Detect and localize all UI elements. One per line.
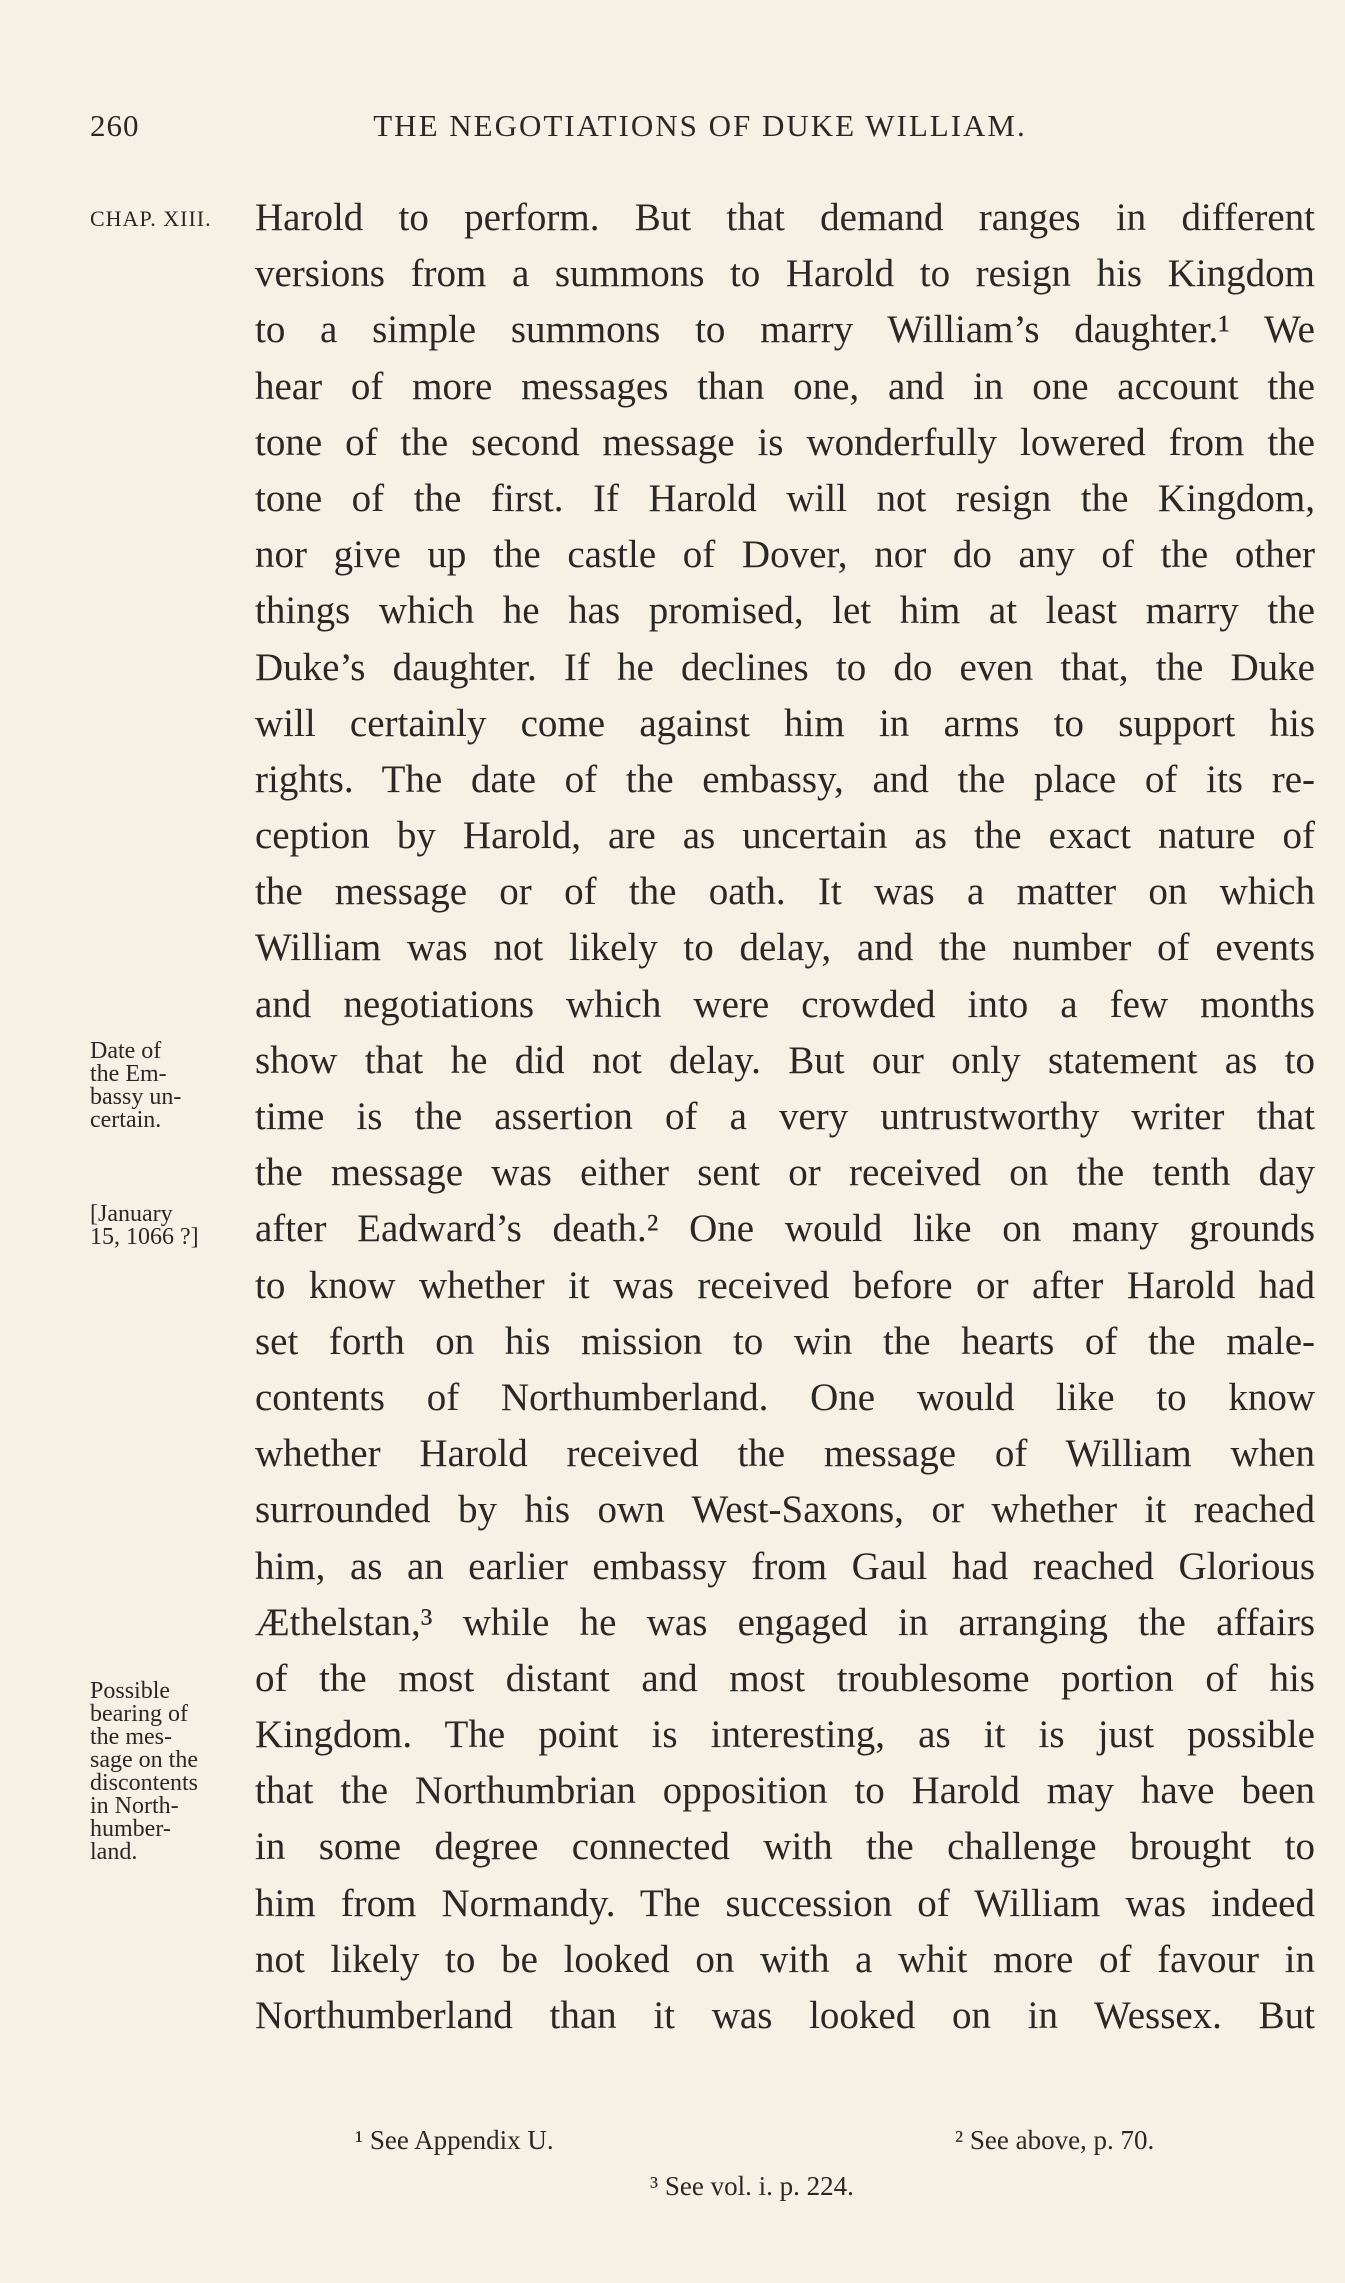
page-number: 260 (90, 108, 140, 143)
sidenote-embassy-date (90, 1040, 260, 1132)
body-line: that the Northumbrian opposition to Harold may have been (255, 1769, 1315, 1813)
body-line: ception by Harold, are as uncertain as the exact nature of (255, 814, 1315, 858)
body-line: time is the assertion of a very untrustworthy writer that (255, 1095, 1315, 1138)
body-line: versions from a summons to Harold to resign his Kingdom (255, 252, 1315, 296)
body-line: whether Harold received the message of William when (255, 1432, 1315, 1476)
body-line: the message or of the oath. It was a matter on which (255, 870, 1315, 914)
sidenote-line: the mes- (90, 1724, 172, 1750)
body-line: him, as an earlier embassy from Gaul had reached Glorious (255, 1544, 1315, 1588)
body-line: and negotiations which were crowded into a few months (255, 982, 1315, 1026)
body-line: rights. The date of the embassy, and the place of its re- (255, 757, 1315, 801)
sidenote-line: bearing of (90, 1701, 188, 1727)
sidenote-line: Date of (90, 1038, 162, 1064)
body-line: will certainly come against him in arms to support his (255, 701, 1315, 745)
footnote-2: ² See above, p. 70. (955, 2125, 1155, 2155)
sidenote-date (90, 1203, 260, 1249)
body-line: contents of Northumberland. One would like to know (255, 1375, 1315, 1419)
body-line: Northumberland than it was looked on in Wessex. But (255, 1994, 1315, 2037)
sidenote-line: the Em- (90, 1061, 167, 1087)
body-line: to a simple summons to marry William’s daughter.¹ We (255, 308, 1315, 352)
body-line: of the most distant and most troublesome portion of his (255, 1656, 1315, 1700)
body-line: tone of the second message is wonderfully lowered from the (255, 420, 1315, 464)
sidenote-line: land. (90, 1839, 138, 1865)
sidenote-line: [January (90, 1201, 173, 1227)
body-line: to know whether it was received before or after Harold had (255, 1263, 1315, 1307)
sidenote-bearing (90, 1680, 260, 1864)
body-line: Æthelstan,³ while he was engaged in arranging the affairs (255, 1600, 1315, 1644)
body-line: Kingdom. The point is interesting, as it is just possible (255, 1713, 1315, 1757)
body-line: tone of the first. If Harold will not resign the Kingdom, (255, 476, 1315, 520)
body-line: Duke’s daughter. If he declines to do even that, the Duke (255, 645, 1315, 689)
sidenote-line: 15, 1066 ?] (90, 1224, 199, 1250)
body-line: him from Normandy. The succession of William was indeed (255, 1881, 1315, 1925)
sidenote-line: humber- (90, 1816, 171, 1842)
footnote-3: ³ See vol. i. p. 224. (650, 2171, 854, 2201)
footnote-1: ¹ See Appendix U. (355, 2125, 554, 2155)
body-line: after Eadward’s death.² One would like on many grounds (255, 1207, 1315, 1251)
body-text (255, 190, 1315, 2044)
sidenote-line: discontents (90, 1770, 198, 1796)
running-title: THE NEGOTIATIONS OF DUKE WILLIAM. (373, 108, 1027, 143)
body-line: nor give up the castle of Dover, nor do any of the other (255, 533, 1315, 577)
body-line: show that he did not delay. But our only statement as to (255, 1038, 1315, 1082)
footnotes (255, 2125, 1315, 2217)
body-line: surrounded by his own West-Saxons, or whether it reached (255, 1488, 1315, 1532)
sidenote-line: bassy un- (90, 1084, 182, 1110)
sidenote-line: Possible (90, 1678, 171, 1704)
body-line: William was not likely to delay, and the number of events (255, 926, 1315, 970)
body-line: not likely to be looked on with a whit more of favour in (255, 1937, 1315, 1981)
running-head (90, 108, 1310, 148)
body-line: Harold to perform. But that demand ranges in different (255, 196, 1315, 239)
sidenote-line: certain. (90, 1107, 162, 1133)
body-line: set forth on his mission to win the hearts of the male- (255, 1319, 1315, 1363)
body-line: hear of more messages than one, and in one account the (255, 364, 1315, 408)
body-line: the message was either sent or received on the tenth day (255, 1151, 1315, 1195)
chapter-label: CHAP. XIII. (90, 206, 212, 231)
sidenote-line: in North- (90, 1793, 179, 1819)
sidenote-line: sage on the (90, 1747, 198, 1773)
body-line: things which he has promised, let him at least marry the (255, 589, 1315, 633)
body-line: in some degree connected with the challenge brought to (255, 1825, 1315, 1869)
